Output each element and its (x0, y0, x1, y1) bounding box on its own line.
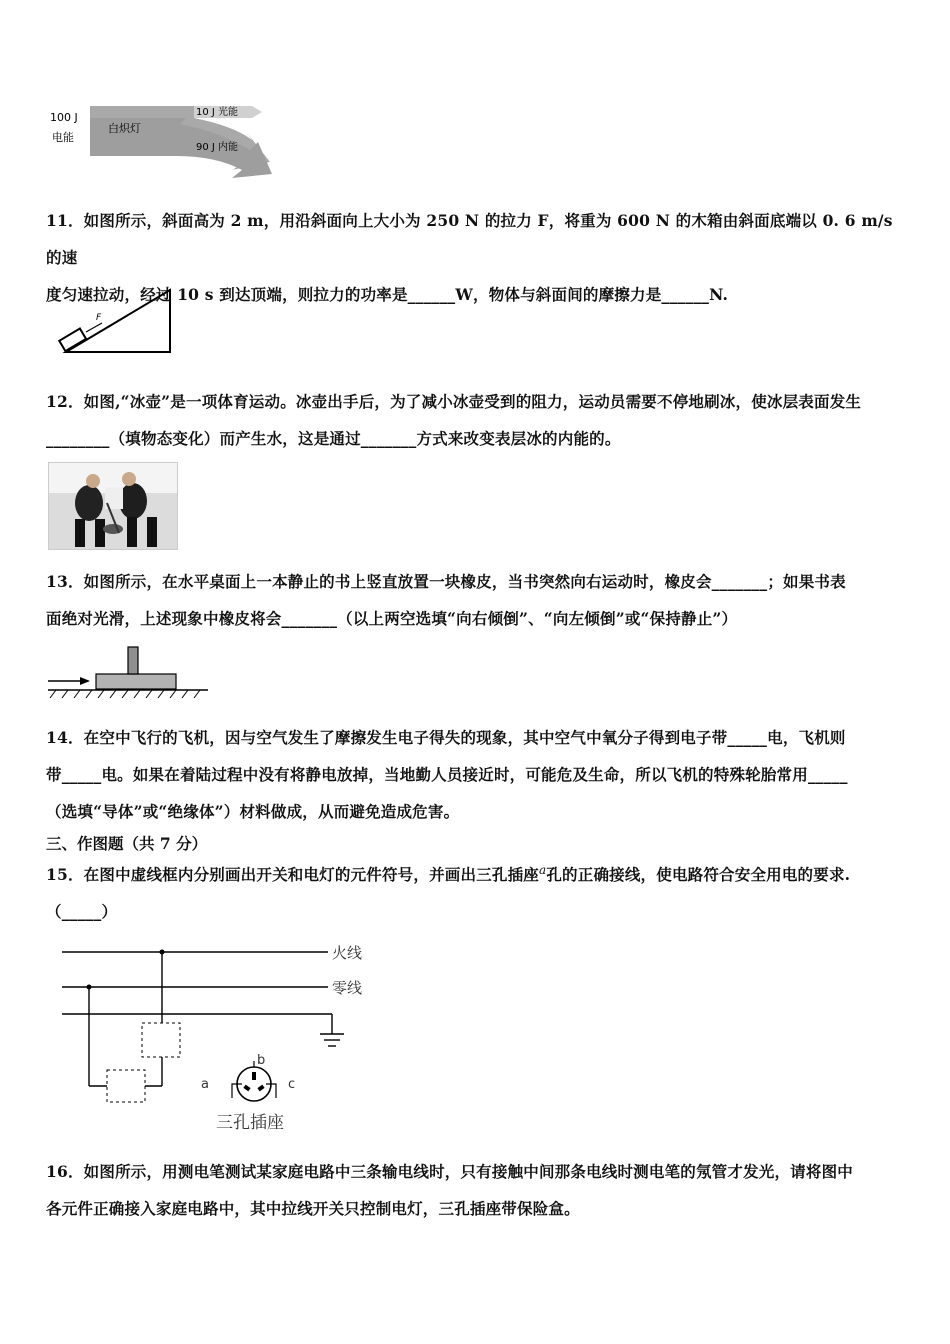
q14-line-1: 14．在空中飞行的飞机，因与空气发生了摩擦发生电子得失的现象，其中空气中氧分子得到电子带_____电，飞机则 (46, 728, 846, 747)
incline-figure (52, 286, 182, 358)
force-label: F (96, 313, 102, 323)
lamp-label: 白炽灯 (108, 122, 141, 135)
wooden-box (59, 329, 86, 352)
motion-arrowhead (80, 677, 90, 685)
switch-box-dashed (142, 1023, 180, 1057)
q12-line-2: ________（填物态变化）而产生水，这是通过_______方式来改变表层冰的内能的。 (46, 429, 621, 448)
q12-line-1: 12．如图,“冰壶”是一项体育运动。冰壶出手后，为了减小冰壶受到的阻力，运动员需要不停地刷冰，使冰层表面发生 (46, 392, 862, 411)
q11-line-2: 度匀速拉动，经过 10 s 到达顶端，则拉力的功率是______W，物体与斜面间的摩擦力是______N. (46, 285, 729, 304)
section-3-title: 三、作图题（共 7 分） (46, 834, 208, 853)
q15-text-before: 15．在图中虚线框内分别画出开关和电灯的元件符号，并画出三孔插座 (46, 865, 539, 885)
energy-input-label-1: 100 J (50, 111, 78, 124)
question-15 (46, 852, 906, 930)
q16-line-2: 各元件正确接入家庭电路中，其中拉线开关只控制电灯，三孔插座带保险盒。 (46, 1199, 580, 1218)
question-12 (46, 383, 906, 457)
energy-input-label-2: 电能 (52, 131, 74, 144)
q15-line-2: （_____） (46, 902, 118, 922)
socket-label-b: b (257, 1053, 266, 1068)
light-energy-label: 10 J 光能 (196, 107, 239, 118)
q15-line-1 (46, 852, 906, 893)
neutral-wire-label: 零线 (332, 979, 363, 997)
curling-photo (48, 462, 178, 550)
socket-hole-b (252, 1072, 256, 1080)
incline-diagram (52, 286, 182, 358)
q15-text-after: 孔的正确接线，使电路符合安全用电的要求. (546, 865, 851, 885)
question-14 (46, 719, 906, 830)
pull-force-arrow (86, 323, 102, 332)
q13-line-1: 13．如图所示，在水平桌面上一本静止的书上竖直放置一块橡皮，当书突然向右运动时，橡皮会_______；如果书表 (46, 572, 846, 591)
circuit-diagram (56, 936, 386, 1136)
question-16 (46, 1153, 906, 1227)
heat-energy-label: 90 J 内能 (196, 142, 239, 153)
lamp-box-dashed (107, 1070, 145, 1102)
curling-photo-image (49, 463, 177, 549)
incline-triangle (66, 290, 170, 352)
book (96, 674, 176, 689)
book-eraser-diagram (46, 644, 216, 700)
socket-label-c: c (288, 1077, 296, 1092)
q15-variable: a (538, 863, 547, 877)
q16-line-1: 16．如图所示，用测电笔测试某家庭电路中三条输电线时，只有接触中间那条电线时测电笔的氖管才发光，请将图中 (46, 1162, 853, 1181)
socket-caption: 三孔插座 (216, 1113, 284, 1133)
question-13 (46, 563, 906, 637)
q13-line-2: 面绝对光滑，上述现象中橡皮将会_______（以上两空选填“向右倾倒”、“向左倾倒”或“保持静止”） (46, 609, 738, 628)
energy-flow-diagram (46, 98, 276, 188)
eraser (128, 647, 138, 674)
socket-label-a: a (201, 1077, 209, 1092)
live-wire-label: 火线 (332, 944, 363, 962)
q14-line-2: 带_____电。如果在着陆过程中没有将静电放掉，当地勤人员接近时，可能危及生命，所以飞机的特殊轮胎常用_____ (46, 765, 848, 784)
table-hatching (50, 690, 200, 698)
energy-flow-figure (46, 98, 276, 188)
book-eraser-figure (46, 644, 216, 700)
circuit-figure (56, 936, 386, 1136)
q14-line-3: （选填“导体”或“绝缘体”）材料做成，从而避免造成危害。 (46, 802, 460, 821)
q11-line-1: 11．如图所示，斜面高为 2 m，用沿斜面向上大小为 250 N 的拉力 F，将重为 600 N 的木箱由斜面底端以 0. 6 m/s 的速 (46, 211, 893, 267)
socket-hole-a (243, 1085, 250, 1092)
socket-hole-c (257, 1085, 264, 1092)
